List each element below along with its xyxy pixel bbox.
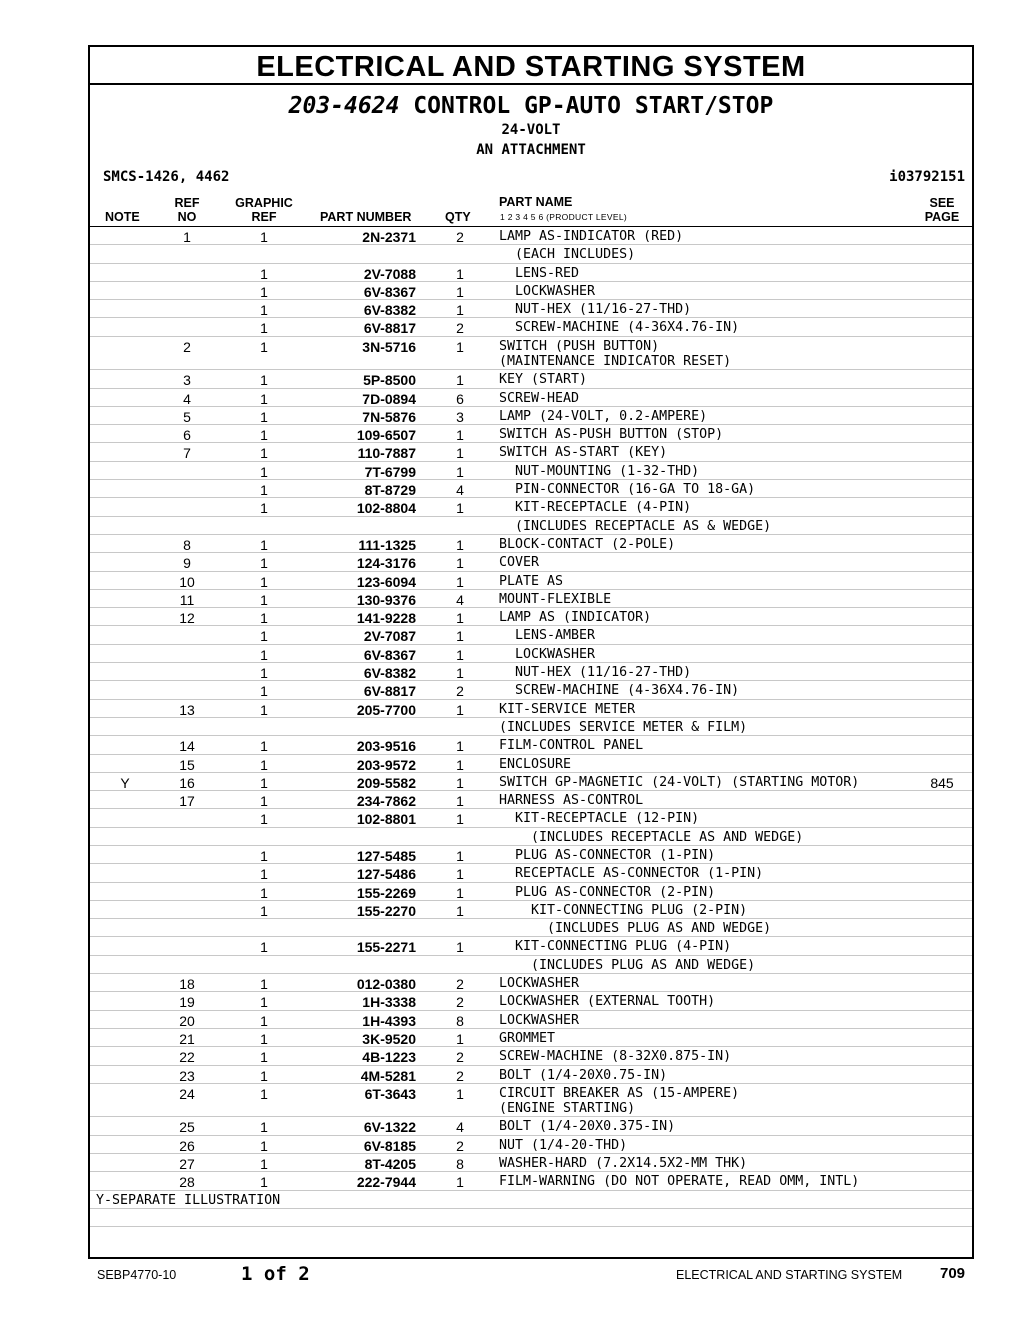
table-row (90, 1047, 972, 1065)
col-header-note: NOTE (105, 210, 140, 224)
row-graphic-ref: 1 (260, 848, 268, 864)
col-header-ref (172, 196, 202, 224)
row-qty: 2 (456, 976, 464, 993)
row-part-name: NUT (1/4-20-THD) (499, 1137, 628, 1153)
row-part-number: 6V-8817 (363, 683, 416, 700)
row-part-number: 6V-1322 (363, 1119, 416, 1136)
row-part-name: MOUNT-FLEXIBLE (499, 591, 612, 607)
row-qty: 1 (456, 628, 464, 645)
row-part-number: 209-5582 (356, 774, 416, 791)
row-ref-no: 5 (183, 408, 191, 425)
row-part-number: 6V-8382 (363, 665, 416, 682)
row-graphic-ref: 1 (260, 536, 268, 553)
row-graphic-ref: 1 (260, 500, 268, 517)
row-part-name: SWITCH GP-MAGNETIC (24-VOLT) (STARTING MOTOR) (499, 774, 860, 790)
table-row (90, 663, 972, 681)
table-row (90, 846, 972, 864)
row-part-number: 234-7862 (356, 793, 416, 810)
row-graphic-ref: 1 (260, 302, 268, 319)
row-part-number: 6V-8817 (363, 320, 416, 337)
table-row (90, 828, 972, 846)
row-qty: 1 (456, 774, 464, 791)
row-part-name: KIT-RECEPTACLE (12-PIN) (499, 811, 700, 827)
row-qty: 4 (456, 1119, 464, 1136)
row-ref-no: 2 (183, 338, 191, 355)
row-part-name: SCREW-HEAD (499, 390, 580, 406)
table-row (90, 626, 972, 644)
row-qty: 2 (456, 683, 464, 700)
row-graphic-ref: 1 (260, 229, 268, 245)
subtitle-attachment: AN ATTACHMENT (476, 142, 586, 158)
table-row (90, 264, 972, 282)
row-graphic-ref: 1 (260, 555, 268, 572)
row-part-number: 6V-8382 (363, 302, 416, 319)
row-ref-no: 11 (179, 591, 195, 608)
row-graphic-ref: 1 (260, 1012, 268, 1029)
row-graphic-ref: 1 (260, 884, 268, 901)
row-qty: 1 (456, 338, 464, 355)
table-row (90, 718, 972, 736)
table-row (90, 992, 972, 1010)
row-part-name: PLUG AS-CONNECTOR (2-PIN) (499, 884, 716, 900)
row-see-page: 845 (930, 774, 954, 791)
row-ref-no: 18 (179, 976, 195, 993)
row-part-name: (INCLUDES RECEPTACLE AS AND WEDGE) (499, 829, 804, 845)
row-part-name: KIT-SERVICE METER (499, 701, 636, 717)
row-part-name: SWITCH AS-START (KEY) (499, 445, 668, 461)
row-graphic-ref: 1 (260, 1067, 268, 1084)
row-graphic-ref: 1 (260, 408, 268, 425)
row-part-number: 127-5485 (356, 848, 416, 864)
row-qty: 2 (456, 320, 464, 337)
row-graphic-ref: 1 (260, 939, 268, 956)
table-row (90, 1011, 972, 1029)
row-qty: 4 (456, 482, 464, 499)
row-ref-no: 12 (179, 610, 195, 627)
footnote-row (90, 1191, 972, 1209)
row-part-number: 1H-4393 (362, 1012, 416, 1029)
row-part-number: 141-9228 (356, 610, 416, 627)
row-qty: 8 (456, 1012, 464, 1029)
page-number: 709 (940, 1265, 966, 1282)
row-part-name: (EACH INCLUDES) (499, 247, 636, 263)
row-part-name: PLATE AS (499, 573, 564, 589)
row-part-number: 3N-5716 (362, 338, 416, 355)
row-part-name: CIRCUIT BREAKER AS (15-AMPERE) (ENGINE STARTING) (499, 1085, 740, 1116)
col-header-part-name: PART NAME (499, 195, 573, 209)
row-part-number: 1H-3338 (362, 994, 416, 1011)
row-part-name: SCREW-MACHINE (4-36X4.76-IN) (499, 683, 740, 699)
row-part-name: KIT-RECEPTACLE (4-PIN) (499, 500, 692, 516)
row-part-name: (INCLUDES SERVICE METER & FILM) (499, 719, 748, 735)
row-ref-no: 15 (179, 756, 195, 773)
row-qty: 1 (456, 866, 464, 883)
row-qty: 1 (456, 610, 464, 627)
row-part-name: RECEPTACLE AS-CONNECTOR (1-PIN) (499, 866, 764, 882)
row-qty: 1 (456, 536, 464, 553)
table-row (90, 590, 972, 608)
row-part-name: KEY (START) (499, 372, 588, 388)
row-graphic-ref: 1 (260, 1030, 268, 1047)
row-part-number: 203-9516 (356, 738, 416, 755)
table-row (90, 901, 972, 919)
row-qty: 1 (456, 302, 464, 319)
row-qty: 1 (456, 573, 464, 590)
row-graphic-ref: 1 (260, 994, 268, 1011)
row-ref-no: 6 (183, 427, 191, 444)
row-qty: 1 (456, 902, 464, 919)
row-part-number: 155-2269 (356, 884, 416, 901)
table-row (90, 937, 972, 955)
row-part-number: 7N-5876 (362, 408, 416, 425)
row-graphic-ref: 1 (260, 756, 268, 773)
col-header-graphic-bottom: REF (251, 210, 277, 224)
group-number: 203-4624 (288, 93, 400, 119)
row-part-number: 6V-8367 (363, 646, 416, 663)
table-row (90, 883, 972, 901)
row-ref-no: 17 (179, 793, 195, 810)
row-part-name: NUT-HEX (11/16-27-THD) (499, 665, 692, 681)
table-row (90, 1029, 972, 1047)
row-graphic-ref: 1 (260, 482, 268, 499)
table-row (90, 572, 972, 590)
row-graphic-ref: 1 (260, 427, 268, 444)
row-note: Y (120, 774, 130, 791)
row-graphic-ref: 1 (260, 1174, 268, 1191)
row-qty: 1 (456, 463, 464, 480)
row-graphic-ref: 1 (260, 591, 268, 608)
row-qty: 1 (456, 1085, 464, 1102)
table-row (90, 974, 972, 992)
row-qty: 1 (456, 1174, 464, 1191)
row-part-number: 127-5486 (356, 866, 416, 883)
row-qty: 1 (456, 884, 464, 901)
table-row (90, 407, 972, 425)
row-graphic-ref: 1 (260, 372, 268, 389)
group-name: CONTROL GP-AUTO START/STOP (413, 93, 774, 119)
row-qty: 2 (456, 1137, 464, 1154)
row-qty: 1 (456, 701, 464, 718)
row-part-name: ENCLOSURE (499, 756, 572, 772)
row-qty: 1 (456, 372, 464, 389)
table-row (90, 517, 972, 535)
row-part-number: 012-0380 (356, 976, 416, 993)
table-row (90, 1136, 972, 1154)
table-row (90, 736, 972, 754)
row-ref-no: 4 (183, 390, 191, 407)
row-part-name: WASHER-HARD (7.2X14.5X2-MM THK) (499, 1155, 748, 1171)
row-ref-no: 10 (179, 573, 195, 590)
row-qty: 1 (456, 445, 464, 462)
row-graphic-ref: 1 (260, 390, 268, 407)
table-row (90, 864, 972, 882)
row-part-name: NUT-HEX (11/16-27-THD) (499, 302, 692, 318)
row-part-number: 6T-3643 (364, 1085, 416, 1102)
row-graphic-ref: 1 (260, 665, 268, 682)
row-part-name: HARNESS AS-CONTROL (499, 793, 644, 809)
row-part-name: (INCLUDES PLUG AS AND WEDGE) (499, 957, 756, 973)
table-row (90, 700, 972, 718)
table-row (90, 425, 972, 443)
row-part-number: 130-9376 (356, 591, 416, 608)
row-qty: 3 (456, 408, 464, 425)
row-part-name: LOCKWASHER (499, 646, 596, 662)
col-header-product-level: 1 2 3 4 5 6 (PRODUCT LEVEL) (500, 212, 627, 222)
row-part-number: 155-2271 (356, 939, 416, 956)
row-part-number: 222-7944 (356, 1174, 416, 1191)
table-row (90, 1172, 972, 1190)
parts-list-frame (88, 45, 974, 1259)
row-part-name: (INCLUDES RECEPTACLE AS & WEDGE) (499, 518, 772, 534)
table-row (90, 370, 972, 388)
row-qty: 1 (456, 265, 464, 282)
table-row (90, 645, 972, 663)
row-part-name: LAMP AS-INDICATOR (RED) (499, 229, 684, 244)
row-part-name: SCREW-MACHINE (8-32X0.875-IN) (499, 1049, 732, 1065)
table-row (90, 337, 972, 371)
footnote: Y-SEPARATE ILLUSTRATION (96, 1192, 281, 1208)
table-row (90, 443, 972, 461)
row-part-number: 6V-8185 (363, 1137, 416, 1154)
row-part-number: 8T-4205 (364, 1155, 416, 1172)
col-header-qty: QTY (445, 210, 471, 224)
row-part-number: 4M-5281 (360, 1067, 416, 1084)
row-graphic-ref: 1 (260, 610, 268, 627)
row-part-name: BOLT (1/4-20X0.75-IN) (499, 1067, 668, 1083)
row-part-name: LOCKWASHER (499, 1012, 580, 1028)
row-ref-no: 22 (179, 1049, 195, 1066)
row-qty: 2 (456, 1049, 464, 1066)
row-graphic-ref: 1 (260, 445, 268, 462)
row-qty: 8 (456, 1155, 464, 1172)
row-qty: 1 (456, 500, 464, 517)
row-graphic-ref: 1 (260, 774, 268, 791)
row-qty: 1 (456, 665, 464, 682)
row-ref-no: 1 (183, 229, 191, 245)
table-row (90, 809, 972, 827)
row-part-name: NUT-MOUNTING (1-32-THD) (499, 463, 700, 479)
row-ref-no: 25 (179, 1119, 195, 1136)
row-part-number: 2V-7088 (363, 265, 416, 282)
illustration-id: i03792151 (889, 169, 965, 185)
col-header-graphic-top: GRAPHIC (235, 196, 293, 210)
row-part-name: COVER (499, 555, 540, 571)
row-graphic-ref: 1 (260, 283, 268, 300)
row-part-number: 7D-0894 (362, 390, 416, 407)
table-row (90, 480, 972, 498)
table-row (90, 462, 972, 480)
row-ref-no: 13 (179, 701, 195, 718)
table-row (90, 919, 972, 937)
row-part-name: GROMMET (499, 1030, 556, 1046)
row-ref-no: 9 (183, 555, 191, 572)
row-ref-no: 16 (179, 774, 195, 791)
row-part-name: LAMP (24-VOLT, 0.2-AMPERE) (499, 408, 708, 424)
row-ref-no: 26 (179, 1137, 195, 1154)
row-part-name: BLOCK-CONTACT (2-POLE) (499, 536, 676, 552)
row-graphic-ref: 1 (260, 1119, 268, 1136)
row-part-name: KIT-CONNECTING PLUG (4-PIN) (499, 939, 732, 955)
row-part-name: SWITCH (PUSH BUTTON) (MAINTENANCE INDICATOR RESET) (499, 338, 732, 369)
table-row (90, 755, 972, 773)
row-part-number: 2N-2371 (362, 229, 416, 245)
row-ref-no: 7 (183, 445, 191, 462)
row-ref-no: 8 (183, 536, 191, 553)
row-part-name: FILM-WARNING (DO NOT OPERATE, READ OMM, INTL) (499, 1174, 860, 1190)
row-part-name: LAMP AS (INDICATOR) (499, 610, 652, 626)
row-graphic-ref: 1 (260, 1155, 268, 1172)
row-ref-no: 14 (179, 738, 195, 755)
table-row (90, 498, 972, 516)
row-qty: 1 (456, 811, 464, 828)
row-qty: 1 (456, 738, 464, 755)
table-row (90, 245, 972, 263)
col-header-see-top: SEE (929, 196, 955, 210)
row-graphic-ref: 1 (260, 1085, 268, 1102)
row-graphic-ref: 1 (260, 866, 268, 883)
row-ref-no: 24 (179, 1085, 195, 1102)
row-graphic-ref: 1 (260, 902, 268, 919)
table-row (90, 389, 972, 407)
parts-table (90, 227, 972, 1227)
row-qty: 1 (456, 1030, 464, 1047)
col-header-part-number: PART NUMBER (320, 210, 412, 224)
empty-row (90, 1209, 972, 1227)
row-graphic-ref: 1 (260, 320, 268, 337)
table-row (90, 956, 972, 974)
row-part-number: 205-7700 (356, 701, 416, 718)
row-part-name: BOLT (1/4-20X0.375-IN) (499, 1119, 676, 1135)
row-ref-no: 28 (179, 1174, 195, 1191)
smcs-code: SMCS-1426, 4462 (103, 169, 230, 185)
row-part-name: FILM-CONTROL PANEL (499, 738, 644, 754)
row-part-number: 4B-1223 (362, 1049, 416, 1066)
row-graphic-ref: 1 (260, 701, 268, 718)
row-part-number: 109-6507 (356, 427, 416, 444)
row-graphic-ref: 1 (260, 646, 268, 663)
row-part-name: LOCKWASHER (EXTERNAL TOOTH) (499, 994, 716, 1010)
row-ref-no: 19 (179, 994, 195, 1011)
table-row (90, 282, 972, 300)
table-row (90, 300, 972, 318)
row-qty: 2 (456, 994, 464, 1011)
table-row (90, 681, 972, 699)
page-of: 1 of 2 (241, 1263, 310, 1285)
row-qty: 1 (456, 756, 464, 773)
row-part-name: (INCLUDES PLUG AS AND WEDGE) (499, 921, 772, 937)
row-graphic-ref: 1 (260, 683, 268, 700)
row-qty: 1 (456, 793, 464, 810)
table-row (90, 608, 972, 626)
row-qty: 4 (456, 591, 464, 608)
row-part-name: PIN-CONNECTOR (16-GA TO 18-GA) (499, 482, 756, 498)
row-part-number: 111-1325 (358, 536, 416, 553)
table-row (90, 1066, 972, 1084)
table-row (90, 227, 972, 245)
row-part-number: 5P-8500 (363, 372, 416, 389)
table-row (90, 1117, 972, 1135)
row-part-name: LENS-AMBER (499, 628, 596, 644)
col-header-graphic-ref (230, 196, 298, 224)
row-qty: 1 (456, 939, 464, 956)
col-header-ref-bottom: NO (177, 210, 197, 224)
row-qty: 1 (456, 427, 464, 444)
row-graphic-ref: 1 (260, 265, 268, 282)
section-title: ELECTRICAL AND STARTING SYSTEM (90, 47, 972, 85)
row-part-number: 102-8801 (356, 811, 416, 828)
row-part-name: SWITCH AS-PUSH BUTTON (STOP) (499, 427, 724, 443)
row-part-number: 8T-8729 (364, 482, 416, 499)
row-graphic-ref: 1 (260, 976, 268, 993)
col-header-see-bottom: PAGE (924, 210, 960, 224)
table-row (90, 1084, 972, 1118)
row-ref-no: 3 (183, 372, 191, 389)
row-part-number: 123-6094 (356, 573, 416, 590)
row-part-number: 110-7887 (357, 445, 416, 462)
row-part-number: 3K-9520 (362, 1030, 416, 1047)
row-ref-no: 27 (179, 1155, 195, 1172)
row-graphic-ref: 1 (260, 338, 268, 355)
doc-number: SEBP4770-10 (97, 1268, 177, 1282)
col-header-ref-top: REF (174, 196, 200, 210)
row-qty: 1 (456, 646, 464, 663)
row-qty: 6 (456, 390, 464, 407)
table-row (90, 318, 972, 336)
footer-section: ELECTRICAL AND STARTING SYSTEM (676, 1268, 903, 1282)
row-qty: 2 (456, 1067, 464, 1084)
row-graphic-ref: 1 (260, 793, 268, 810)
row-part-number: 6V-8367 (363, 283, 416, 300)
row-graphic-ref: 1 (260, 1137, 268, 1154)
row-graphic-ref: 1 (260, 811, 268, 828)
row-part-name: LOCKWASHER (499, 283, 596, 299)
row-part-number: 155-2270 (356, 902, 416, 919)
row-part-name: PLUG AS-CONNECTOR (1-PIN) (499, 848, 716, 863)
row-graphic-ref: 1 (260, 573, 268, 590)
row-part-number: 124-3176 (356, 555, 416, 572)
row-ref-no: 21 (179, 1030, 195, 1047)
table-row (90, 553, 972, 571)
row-graphic-ref: 1 (260, 738, 268, 755)
group-title (90, 93, 972, 119)
row-part-number: 102-8804 (356, 500, 416, 517)
table-row (90, 535, 972, 553)
row-graphic-ref: 1 (260, 628, 268, 645)
row-part-name: KIT-CONNECTING PLUG (2-PIN) (499, 902, 748, 918)
subtitle-voltage: 24-VOLT (501, 122, 561, 138)
table-row (90, 773, 972, 791)
table-row (90, 791, 972, 809)
row-ref-no: 20 (179, 1012, 195, 1029)
row-part-number: 203-9572 (356, 756, 416, 773)
row-qty: 1 (456, 848, 464, 864)
row-part-name: LENS-RED (499, 265, 580, 281)
row-part-number: 2V-7087 (363, 628, 416, 645)
table-row (90, 1154, 972, 1172)
row-ref-no: 23 (179, 1067, 195, 1084)
row-part-number: 7T-6799 (364, 463, 416, 480)
col-header-see-page (920, 196, 964, 224)
row-graphic-ref: 1 (260, 463, 268, 480)
row-graphic-ref: 1 (260, 1049, 268, 1066)
row-qty: 2 (456, 229, 464, 245)
row-qty: 1 (456, 555, 464, 572)
row-part-name: LOCKWASHER (499, 976, 580, 992)
row-qty: 1 (456, 283, 464, 300)
row-part-name: SCREW-MACHINE (4-36X4.76-IN) (499, 320, 740, 336)
